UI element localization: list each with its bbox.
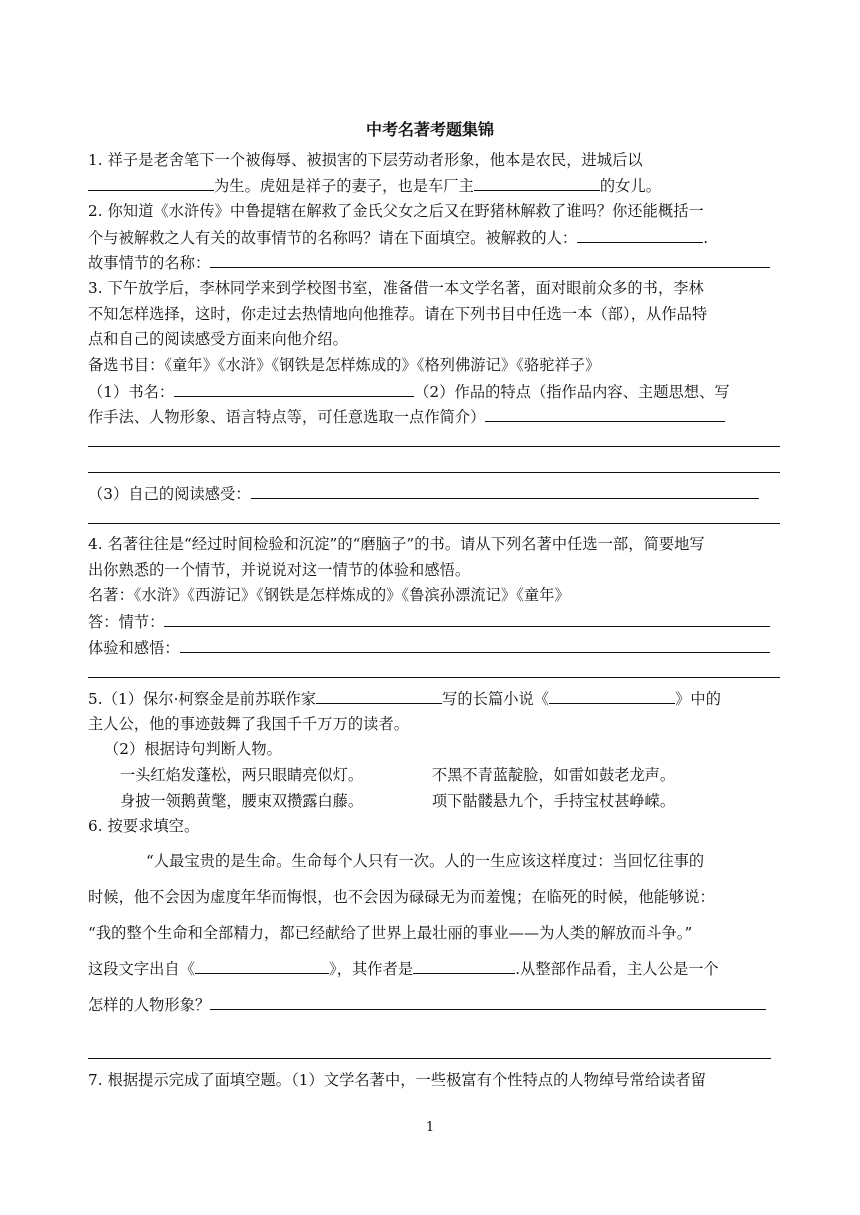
q1-text-b: 为生。虎妞是祥子的妻子，也是车厂主 [214,177,474,195]
q3-text-f: 作手法、人物形象、语言特点等，可任意选取一点作简介） [88,408,486,426]
q3-answer-line-3[interactable] [88,523,780,524]
q6-quote-2: 时候，他不会因为虚度年华而悔恨，也不会因为碌碌无为而羞愧；在临死的时候，他能够说： [88,888,715,906]
q5-poem-2: 不黑不青蓝靛脸，如雷如鼓老龙声。 [432,766,675,784]
q2-text-b: 个与被解救之人有关的故事情节的名称吗？请在下面填空。被解救的人： [88,229,578,247]
q5-text-a3: 》中的 [675,690,722,708]
q4-line-2: 出你熟悉的一个情节，并说说对这一情节的体验和感悟。 [88,561,471,579]
q3-answer-line-2[interactable] [88,472,780,473]
q3-book-list: 备选书目：《童年》《水浒》《钢铁是怎样炼成的》《格列佛游记》《骆驼祥子》 [88,356,601,374]
q4-blank-feelings[interactable] [180,637,770,653]
q1-text-c: 的女儿。 [599,177,662,195]
q6-text-e1: 这段文字出自《 [88,960,196,978]
q6-answer-line[interactable] [88,1058,771,1059]
q5-line-1 [88,688,780,709]
q6-text-f: 怎样的人物形象？ [88,996,211,1014]
q6-blank-book[interactable] [195,958,329,974]
q2-line-1: 2. 你知道《水浒传》中鲁提辖在解救了金氏父女之后又在野猪林解救了谁吗？你还能概括一 [88,202,704,220]
q1-line-1: 1. 祥子是老舍笔下一个被侮辱、被损害的下层劳动者形象，他本是农民，进城后以 [88,151,643,169]
q3-line-6 [88,406,780,427]
q5-blank-author[interactable] [316,688,442,704]
q4-answer-line[interactable] [88,677,780,678]
q5-text-a2: 写的长篇小说《 [442,690,550,708]
q5-line-2: 主人公，他的事迹鼓舞了我国千千万万的读者。 [88,715,410,733]
q5-poem-3: 身披一领鹅黄氅，腰束双攒露白藤。 [120,792,363,810]
q1-line-2 [88,175,780,196]
q1-blank-owner[interactable] [474,175,600,191]
q4-line-4 [88,611,780,632]
q4-book-list: 名著：《水浒》《西游记》《钢铁是怎样炼成的》《鲁滨孙漂流记》《童年》 [88,586,570,604]
q6-blank-character[interactable] [210,994,766,1010]
q3-text-g: （3）自己的阅读感受： [88,485,251,503]
page-number: 1 [425,1120,435,1135]
q2-text-c: 故事情节的名称： [88,254,211,272]
q2-blank-rescued-person[interactable] [577,227,703,243]
q6-quote-1: “人最宝贵的是生命。生命每个人只有一次。人的一生应该这样度过：当回忆往事的 [146,852,705,870]
q3-blank-feelings[interactable] [251,483,759,499]
q6-line-1: 6. 按要求填空。 [88,817,200,835]
q4-line-5 [88,637,780,658]
page-title: 中考名著考题集锦 [365,120,494,139]
q3-blank-book-name[interactable] [174,381,414,397]
q4-text-e: 体验和感悟： [88,639,180,657]
q6-quote-3: “我的整个生命和全部精力，都已经献给了世界上最壮丽的事业——为人类的解放而斗争。” [88,924,693,942]
q7-line-1: 7. 根据提示完成了面填空题。（1）文学名著中，一些极富有个性特点的人物绰号常给读者留 [88,1071,706,1089]
q6-line-6 [88,994,780,1015]
q3-line-9 [88,483,780,504]
q6-text-e3: .从整部作品看，主人公是一个 [515,960,719,978]
q3-line-3: 点和自己的阅读感受方面来向他介绍。 [88,330,348,348]
q1-blank-livelihood[interactable] [88,175,214,191]
q3-line-1: 3. 下午放学后，李林同学来到学校图书室，准备借一本文学名著，面对眼前众多的书，李林 [88,279,704,297]
q3-blank-features[interactable] [485,406,725,422]
q5-blank-novel[interactable] [549,688,675,704]
q5-text-a1: 5.（1）保尔·柯察金是前苏联作家 [88,690,317,708]
q3-line-2: 不知怎样选择，这时，你走过去热情地向他推荐。请在下列书目中任选一本（部），从作品特 [88,305,708,323]
q2-blank-plot-name[interactable] [210,252,770,268]
q4-blank-plot[interactable] [164,611,770,627]
q4-text-d: 答：情节： [88,613,165,631]
q6-line-5 [88,958,780,979]
q3-line-5 [88,381,780,402]
q3-answer-line-1[interactable] [88,446,780,447]
q6-text-e2: 》，其作者是 [329,960,414,978]
q3-text-e2: （2）作品的特点（指作品内容、主题思想、写 [414,383,730,401]
q5-line-3: （2）根据诗句判断人物。 [104,740,282,758]
q2-line-2 [88,227,780,248]
q2-text-b-end: . [703,229,709,247]
q6-blank-author[interactable] [413,958,515,974]
q3-text-e1: （1）书名： [88,383,175,401]
q5-poem-4: 项下骷髅悬九个，手持宝杖甚峥嵘。 [432,792,675,810]
q2-line-3 [88,252,780,273]
q4-line-1: 4. 名著往往是“经过时间检验和沉淀”的“磨脑子”的书。请从下列名著中任选一部，简要地写 [88,535,705,553]
q5-poem-1: 一头红焰发蓬松，两只眼睛亮似灯。 [120,766,363,784]
